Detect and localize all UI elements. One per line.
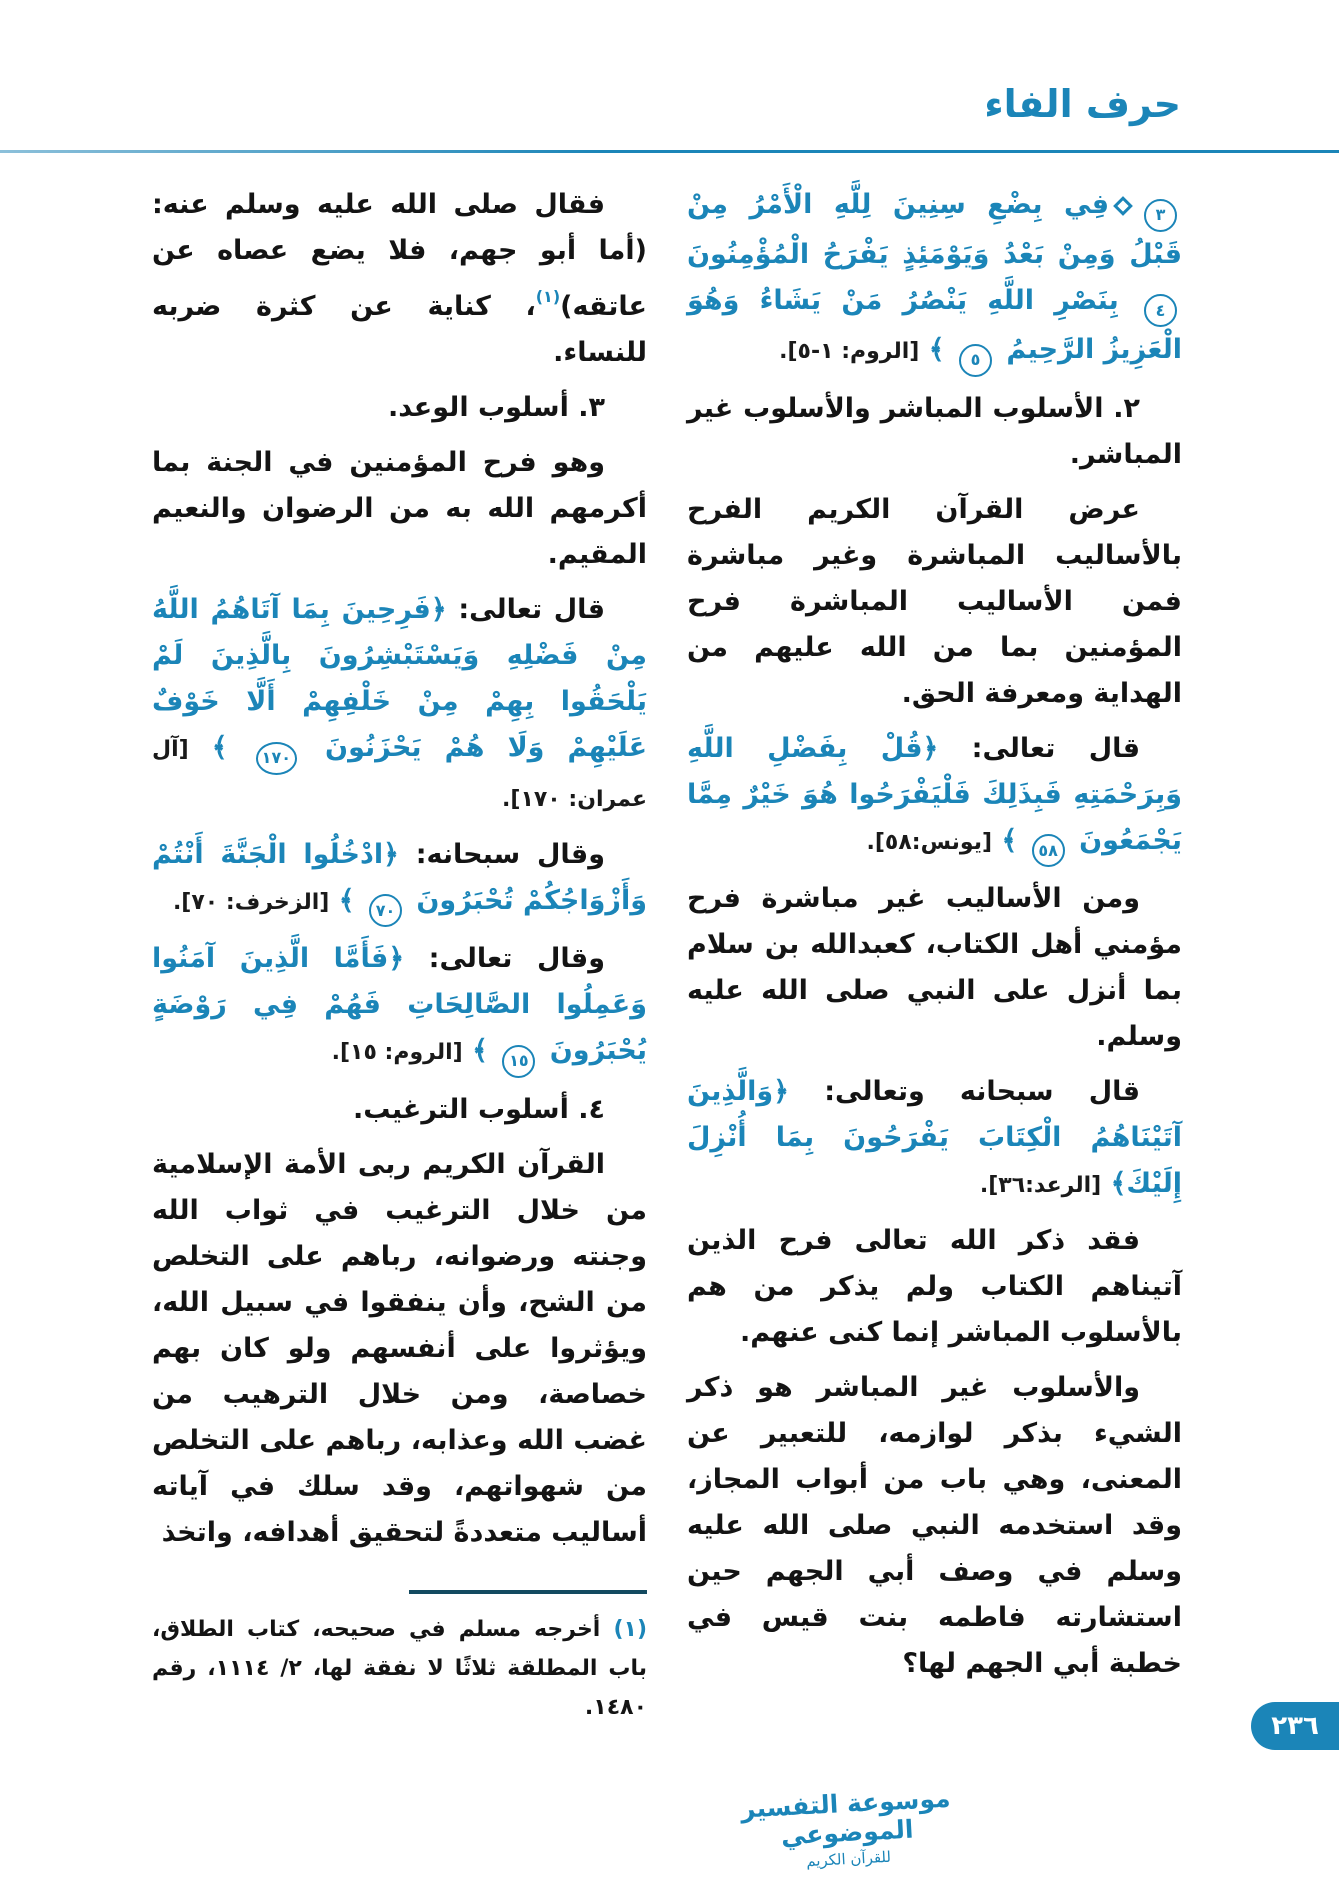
verse-lead: قال تعالى: bbox=[971, 732, 1140, 764]
body-paragraph: وهو فرح المؤمنين في الجنة بما أكرمهم الله به من الرضوان والنعيم المقيم. bbox=[152, 447, 647, 570]
section-title: حرف الفاء bbox=[984, 82, 1181, 126]
verse-text: ﴿وَالَّذِينَ آتَيْنَاهُمُ الْكِتَابَ يَفْرَحُونَ بِمَا أُنْزِلَ إِلَيْكَ﴾ bbox=[687, 1076, 1182, 1199]
section-heading: ٤. أسلوب الترغيب. bbox=[353, 1093, 605, 1125]
verse-text: بِنَصْرِ اللَّهِ يَنْصُرُ مَنْ يَشَاءُ وَهُوَ الْعَزِيزُ الرَّحِيمُ bbox=[687, 284, 1182, 365]
verse-reference: [الروم: ١٥]. bbox=[331, 1040, 463, 1065]
section-heading: ٢. الأسلوب المباشر والأسلوب غير المباشر. bbox=[687, 392, 1182, 470]
hadith-text: فقال صلى الله عليه وسلم عنه: (أما أبو جهم، فلا يضع عصاه عن عاتقه) bbox=[152, 189, 647, 322]
header-divider bbox=[0, 150, 1339, 153]
verse-paragraph bbox=[152, 936, 647, 1078]
rub-el-hizb-icon bbox=[1113, 196, 1133, 216]
verse-close-bracket: ﴾ bbox=[211, 732, 228, 763]
ayah-number-badge: ٥٨ bbox=[1032, 834, 1065, 867]
hadith-paragraph bbox=[152, 182, 647, 376]
ayah-number-badge: ٥ bbox=[959, 344, 992, 377]
ayah-number-badge: ٣ bbox=[1144, 199, 1177, 232]
verse-paragraph bbox=[152, 832, 647, 928]
verse-lead: قال تعالى: bbox=[458, 594, 606, 625]
verse-close-bracket: ﴾ bbox=[338, 884, 355, 916]
section-heading: ٣. أسلوب الوعد. bbox=[387, 392, 605, 423]
verse-text: فِي بِضْعِ سِنِينَ لِلَّهِ الْأَمْرُ مِنْ قَبْلُ وَمِنْ بَعْدُ وَيَوْمَئِذٍ يَفْرَحُ الْمُؤْمِنُونَ bbox=[687, 189, 1182, 270]
emblem-title: موسوعة التفسير الموضوعي bbox=[740, 1783, 952, 1851]
column-left bbox=[152, 182, 647, 1727]
ayah-number-badge: ١٥ bbox=[502, 1045, 535, 1078]
hadith-text: ، كناية عن كثرة ضربه للنساء. bbox=[152, 291, 647, 368]
emblem-subtitle: للقرآن الكريم bbox=[805, 1847, 892, 1871]
footnote-text bbox=[152, 1610, 647, 1727]
page-number-badge: ٢٣٦ bbox=[1251, 1702, 1339, 1750]
ayah-number-badge: ٧٠ bbox=[369, 894, 402, 927]
body-paragraph: القرآن الكريم ربى الأمة الإسلامية من خلال الترغيب في ثواب الله وجنته ورضوانه، رباهم على التخلص من الشح، وأن ينفقوا في سبيل الله، ويؤثروا على أنفسهم ولو كان بهم خصاصة، ومن خلال الترهيب من غضب الله وعذابه، رباهم على التخلص من شهواتهم، وقد سلك في آياته أساليب متعددةً لتحقيق أهدافه، واتخذ bbox=[152, 1148, 647, 1548]
verse-lead: وقال سبحانه: bbox=[415, 838, 605, 870]
verse-close-bracket: ﴾ bbox=[472, 1035, 488, 1066]
verse-reference: [الروم: ١-٥]. bbox=[779, 339, 920, 364]
ayah-number-badge: ٤ bbox=[1144, 294, 1177, 327]
verse-reference: [يونس:٥٨]. bbox=[866, 829, 993, 855]
column-right bbox=[687, 182, 1182, 1727]
verse-paragraph bbox=[687, 726, 1182, 868]
footnote-block bbox=[152, 1590, 647, 1727]
ayah-number-badge: ١٧٠ bbox=[256, 742, 297, 775]
footnote-divider bbox=[409, 1590, 647, 1594]
verse-lead: قال سبحانه وتعالى: bbox=[824, 1076, 1141, 1107]
verse-reference: [آل عمران: ١٧٠]. bbox=[152, 737, 647, 812]
verse-reference: [الرعد:٣٦]. bbox=[979, 1173, 1102, 1198]
verse-paragraph bbox=[152, 587, 647, 823]
publisher-emblem bbox=[725, 1783, 969, 1874]
verse-lead: وقال تعالى: bbox=[428, 943, 605, 974]
body-paragraph: فقد ذكر الله تعالى فرح الذين آتيناهم الكتاب ولم يذكر من هم بالأسلوب المباشر إنما كنى عنهم. bbox=[687, 1225, 1182, 1348]
verse-text: ﴿ادْخُلُوا الْجَنَّةَ أَنْتُمْ وَأَزْوَاجُكُمْ تُحْبَرُونَ bbox=[152, 838, 647, 916]
body-paragraph: عرض القرآن الكريم الفرح بالأساليب المباشرة وغير مباشرة فمن الأساليب المباشرة فرح المؤمنين بما من الله عليهم من الهداية ومعرفة الحق. bbox=[687, 493, 1182, 709]
page-content bbox=[152, 182, 1182, 1727]
body-paragraph: والأسلوب غير المباشر هو ذكر الشيء بذكر لوازمه، للتعبير عن المعنى، وهي باب من أبواب المجاز، وقد استخدمه النبي صلى الله عليه وسلم في وصف أبي الجهم حين استشارته فاطمه بنت قيس في خطبة أبي الجهم لها؟ bbox=[687, 1372, 1182, 1679]
verse-text: ﴿قُلْ بِفَضْلِ اللَّهِ وَبِرَحْمَتِهِ فَبِذَلِكَ فَلْيَفْرَحُوا هُوَ خَيْرٌ مِمَّا يَجْمَعُونَ bbox=[687, 732, 1182, 856]
verse-reference: [الزخرف: ٧٠]. bbox=[172, 889, 330, 915]
body-paragraph: ومن الأساليب غير مباشرة فرح مؤمني أهل الكتاب، كعبدالله بن سلام بما أنزل على النبي صلى الله عليه وسلم. bbox=[687, 883, 1182, 1052]
footnote-number: (١) bbox=[613, 1616, 647, 1642]
footnote-body: أخرجه مسلم في صحيحه، كتاب الطلاق، باب المطلقة ثلاثًا لا نفقة لها، ٢/ ١١١٤، رقم ١٤٨٠. bbox=[152, 1616, 647, 1720]
verse-text: ﴿فَأَمَّا الَّذِينَ آمَنُوا وَعَمِلُوا الصَّالِحَاتِ فَهُمْ فِي رَوْضَةٍ يُحْبَرُونَ bbox=[152, 943, 647, 1066]
verse-text: ﴿فَرِحِينَ بِمَا آتَاهُمُ اللَّهُ مِنْ فَضْلِهِ وَيَسْتَبْشِرُونَ بِالَّذِينَ لَمْ يَلْحَقُوا بِهِمْ مِنْ خَلْفِهِمْ أَلَّا خَوْفٌ عَلَيْهِمْ وَلَا هُمْ يَحْزَنُونَ bbox=[152, 594, 648, 763]
quran-verse-block bbox=[687, 182, 1182, 377]
verse-paragraph bbox=[687, 1069, 1182, 1209]
footnote-marker: (١) bbox=[535, 287, 561, 306]
verse-close-bracket: ﴾ bbox=[928, 334, 945, 365]
verse-close-bracket: ﴾ bbox=[1001, 824, 1018, 856]
